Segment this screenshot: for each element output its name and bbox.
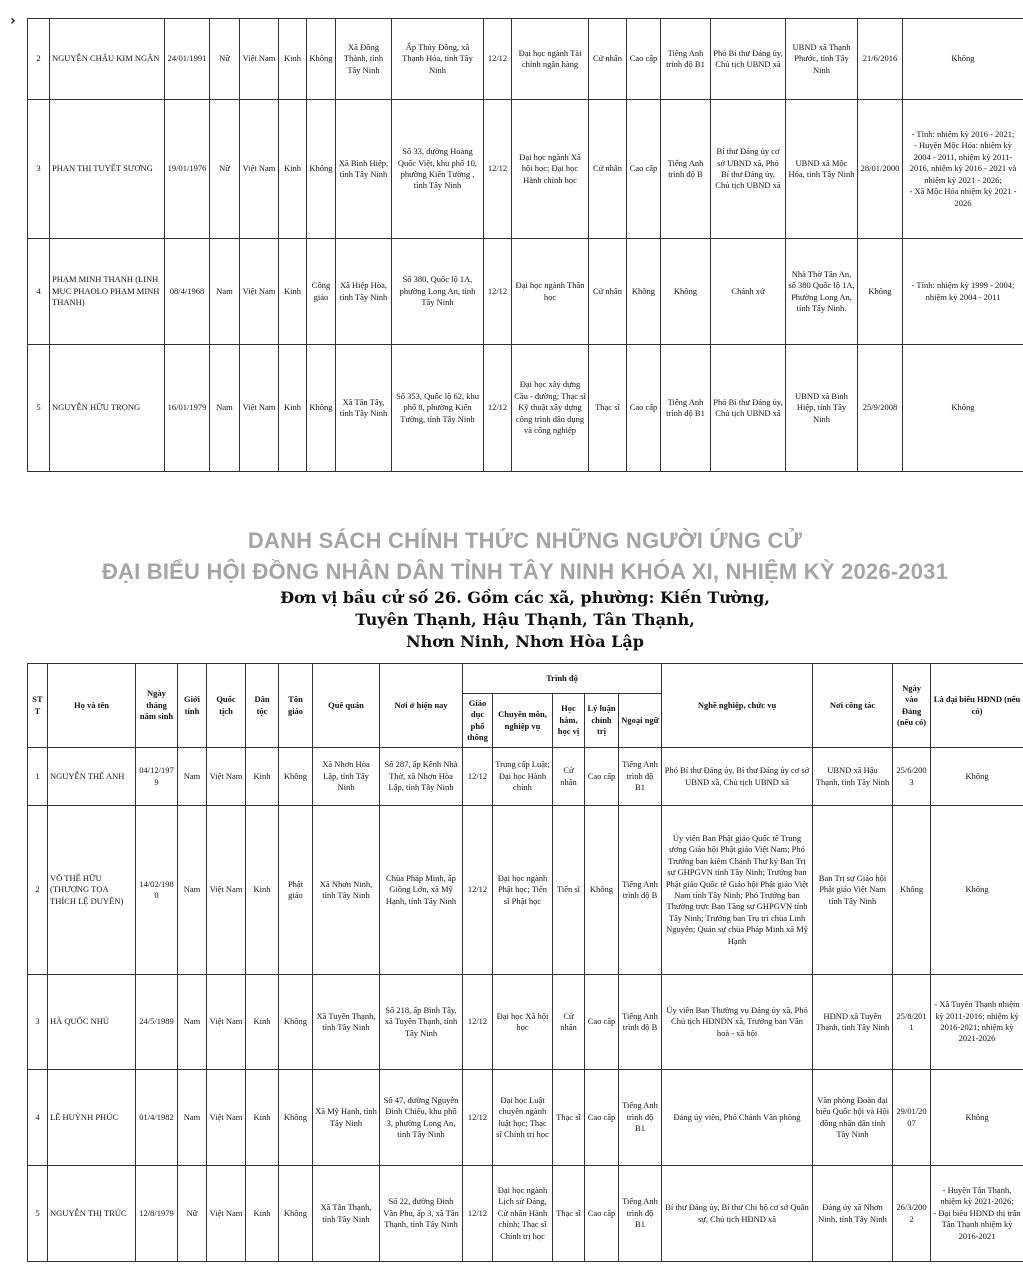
cell-language: Tiếng Anh trình độ B1: [619, 1070, 662, 1166]
header-party-date: Ngày vào Đảng (nếu có): [893, 664, 931, 748]
cell-party-date: 25/8/2011: [893, 975, 931, 1070]
cell-stt: 5: [28, 1166, 48, 1262]
cell-gender: Nữ: [178, 1166, 207, 1262]
table-row: [28, 239, 1023, 345]
cell-workplace: UBND xã Bình Hiệp, tỉnh Tây Ninh: [786, 345, 858, 472]
cell-political: Cao cấp: [585, 1070, 619, 1166]
cell-religion: Không: [307, 19, 336, 100]
cell-party-date: 29/01/2007: [893, 1070, 931, 1166]
cell-specialty: Đại học ngành Thần học: [512, 239, 589, 345]
cell-ethnicity: Kinh: [279, 100, 307, 239]
table-row: [28, 345, 1023, 472]
cell-hometown: Xã Bình Hiệp, tỉnh Tây Ninh: [336, 100, 392, 239]
header-dob: Ngày tháng năm sinh: [136, 664, 178, 748]
cell-hometown: Xã Mỹ Hạnh, tỉnh Tây Ninh: [313, 1070, 380, 1166]
cell-ethnicity: Kinh: [279, 239, 307, 345]
cell-specialty: Đại học Luật chuyên ngành luật học; Thạc sĩ Chính trị học: [493, 1070, 553, 1166]
cell-degree: Cử nhân: [589, 100, 627, 239]
header-political: Lý luận chính trị: [585, 694, 619, 748]
header-delegate: Là đại biểu HĐND (nếu có): [931, 664, 1023, 748]
cell-position: Phó Bí thư Đảng ủy, Chủ tịch UBND xã: [711, 345, 786, 472]
cell-political: Cao cấp: [585, 1166, 619, 1262]
cell-political: Không: [627, 239, 661, 345]
header-general-edu: Giáo dục phổ thông: [463, 694, 493, 748]
cell-political: Cao cấp: [627, 345, 661, 472]
cell-religion: Không: [279, 748, 313, 806]
cell-language: Tiếng Anh trình độ B: [661, 100, 711, 239]
cell-name: NGUYỄN THẾ ANH: [48, 748, 136, 806]
cell-gender: Nam: [178, 748, 207, 806]
cell-ethnicity: Kinh: [246, 1070, 279, 1166]
cell-political: Không: [585, 806, 619, 975]
cell-religion: Phật giáo: [279, 806, 313, 975]
cell-gender: Nam: [210, 345, 240, 472]
candidate-table-unit-26: [27, 663, 1023, 1262]
cell-specialty: Đại học ngành Lịch sử Đảng, Cử nhân Hành chính; Thạc sĩ Chính trị học: [493, 1166, 553, 1262]
cell-degree: Cử nhân: [589, 19, 627, 100]
cell-position: Chánh xứ: [711, 239, 786, 345]
cell-nationality: Việt Nam: [207, 1070, 246, 1166]
cell-dob: 24/01/1991: [165, 19, 210, 100]
cell-residence: Số 47, đường Nguyễn Đình Chiểu, khu phố 3, phường Long An, tỉnh Tây Ninh: [380, 1070, 463, 1166]
cell-gender: Nữ: [210, 100, 240, 239]
cell-residence: Chùa Pháp Minh, ấp Giồng Lớn, xã Mỹ Hạnh, tỉnh Tây Ninh: [380, 806, 463, 975]
table-row: [28, 19, 1023, 100]
cell-delegate: Không: [931, 1070, 1023, 1166]
cell-stt: 4: [28, 1070, 48, 1166]
cell-name: VÕ THẾ HỮU (THƯỢNG TỌA THÍCH LỆ DUYÊN): [48, 806, 136, 975]
header-residence: Nơi ở hiện nay: [380, 664, 463, 748]
cell-dob: 14/02/1980: [136, 806, 178, 975]
document-title-line1: DANH SÁCH CHÍNH THỨC NHỮNG NGƯỜI ỨNG CỬ: [247, 528, 803, 553]
cell-position: Ủy viên Ban Thường vụ Đảng ủy xã, Phó Chủ tịch HĐNDN xã, Trưởng ban Văn hoá - xã hội: [662, 975, 813, 1070]
cell-degree: Cử nhân: [553, 748, 585, 806]
table-row: [28, 1070, 1023, 1166]
cell-position: Phó Bí thư Đảng ủy, Bí thư Đảng ủy cơ sở UBND xã, Chủ tịch UBND xã: [662, 748, 813, 806]
cell-language: Tiếng Anh trình độ B1: [661, 19, 711, 100]
cell-hometown: Xã Hiệp Hòa, tỉnh Tây Ninh: [336, 239, 392, 345]
cell-nationality: Việt Nam: [207, 748, 246, 806]
cell-party-date: 25/9/2008: [858, 345, 903, 472]
cell-political: Cao cấp: [627, 100, 661, 239]
cell-nationality: Việt Nam: [240, 239, 279, 345]
cell-degree: Thạc sĩ: [553, 1070, 585, 1166]
cell-general-edu: 12/12: [463, 1070, 493, 1166]
cell-residence: Số 22, đường Đinh Văn Phu, ấp 3, xã Tân Thạnh, tỉnh Tây Ninh: [380, 1166, 463, 1262]
cell-specialty: Đại học Xã hội học: [493, 975, 553, 1070]
cell-stt: 1: [28, 748, 48, 806]
cell-name: HÀ QUỐC NHỦ: [48, 975, 136, 1070]
cell-name: NGUYỄN HỮU TRỌNG: [50, 345, 165, 472]
cell-delegate: Không: [931, 806, 1023, 975]
cell-residence: Ấp Thủy Đông, xã Thạnh Hóa, tỉnh Tây Ninh: [392, 19, 484, 100]
cell-hometown: Xã Đông Thành, tỉnh Tây Ninh: [336, 19, 392, 100]
cell-position: Bí thư Đảng ủy cơ sở UBND xã, Phó Bí thư Đảng ủy, Chủ tịch UBND xã: [711, 100, 786, 239]
header-degree: Học hàm, học vị: [553, 694, 585, 748]
cell-party-date: 25/6/2003: [893, 748, 931, 806]
cell-specialty: Đại học ngành Phật học; Tiến sĩ Phật học: [493, 806, 553, 975]
cell-general-edu: 12/12: [484, 19, 512, 100]
cell-nationality: Việt Nam: [207, 975, 246, 1070]
cell-delegate: Không: [931, 748, 1023, 806]
cell-stt: 5: [28, 345, 50, 472]
cell-name: NGUYỄN THỊ TRÚC: [48, 1166, 136, 1262]
cell-name: NGUYỄN CHÂU KIM NGÂN: [50, 19, 165, 100]
cell-hometown: Xã Nhơn Hòa Lập, tỉnh Tây Ninh: [313, 748, 380, 806]
cell-ethnicity: Kinh: [246, 975, 279, 1070]
cell-religion: Không: [279, 975, 313, 1070]
electoral-unit-line3: Nhơn Ninh, Nhơn Hòa Lập: [406, 632, 644, 651]
cell-nationality: Việt Nam: [240, 345, 279, 472]
document-title-line2: ĐẠI BIỂU HỘI ĐỒNG NHÂN DÂN TỈNH TÂY NINH KHÓA XI, NHIỆM KỲ 2026-2031: [101, 559, 949, 584]
cell-delegate: Không: [903, 19, 1023, 100]
cell-ethnicity: Kinh: [246, 748, 279, 806]
cell-delegate: - Huyện Tân Thạnh, nhiệm kỳ 2021-2026; - Đại biểu HĐND thị trấn Tân Thạnh nhiệm kỳ 2016-2021: [931, 1166, 1023, 1262]
cell-residence: Số 380, Quốc lộ 1A, phường Long An, tỉnh Tây Ninh: [392, 239, 484, 345]
header-ethnicity: Dân tộc: [246, 664, 279, 748]
cell-gender: Nam: [178, 1070, 207, 1166]
cell-hometown: Xã Tân Tây, tỉnh Tây Ninh: [336, 345, 392, 472]
cell-workplace: Đảng ủy xã Nhơn Ninh, tỉnh Tây Ninh: [813, 1166, 893, 1262]
table-row: [28, 975, 1023, 1070]
cell-party-date: Không: [858, 239, 903, 345]
cell-dob: 16/01/1979: [165, 345, 210, 472]
header-workplace: Nơi công tác: [813, 664, 893, 748]
cell-degree: Cử nhân: [589, 239, 627, 345]
cell-party-date: 28/01/2000: [858, 100, 903, 239]
cell-hometown: Xã Tuyên Thạnh, tỉnh Tây Ninh: [313, 975, 380, 1070]
cell-stt: 3: [28, 975, 48, 1070]
header-education: Trình độ: [463, 664, 662, 694]
cell-stt: 2: [28, 19, 50, 100]
cell-name: PHẠM MINH THANH (LINH MỤC PHAOLO PHẠM MINH THANH): [50, 239, 165, 345]
cell-degree: Thạc sĩ: [589, 345, 627, 472]
cell-nationality: Việt Nam: [207, 806, 246, 975]
cell-position: Bí thư Đảng ủy, Bí thư Chi bộ cơ sở Quân sự, Chủ tịch HĐND xã: [662, 1166, 813, 1262]
cell-stt: 2: [28, 806, 48, 975]
cell-party-date: 26/3/2002: [893, 1166, 931, 1262]
cell-workplace: Văn phòng Đoàn đại biểu Quốc hội và Hội đồng nhân dân tỉnh Tây Ninh: [813, 1070, 893, 1166]
table-row: [28, 1166, 1023, 1262]
cell-position: Đảng ủy viên, Phó Chánh Văn phòng: [662, 1070, 813, 1166]
cell-ethnicity: Kinh: [279, 345, 307, 472]
cell-general-edu: 12/12: [484, 100, 512, 239]
cell-general-edu: 12/12: [463, 806, 493, 975]
cell-language: Không: [661, 239, 711, 345]
cell-general-edu: 12/12: [463, 748, 493, 806]
cell-general-edu: 12/12: [463, 1166, 493, 1262]
header-religion: Tôn giáo: [279, 664, 313, 748]
cell-dob: 08/4/1968: [165, 239, 210, 345]
cell-specialty: Trung cấp Luật; Đại học Hành chính: [493, 748, 553, 806]
cell-degree: Tiến sĩ: [553, 806, 585, 975]
cell-dob: 12/8/1979: [136, 1166, 178, 1262]
header-language: Ngoại ngữ: [619, 694, 662, 748]
cell-residence: Số 218, ấp Bình Tây, xã Tuyên Thạnh, tỉnh Tây Ninh: [380, 975, 463, 1070]
header-name: Họ và tên: [48, 664, 136, 748]
cell-workplace: Nhà Thờ Tân An, số 380 Quốc lộ 1A, Phường Long An, tỉnh Tây Ninh.: [786, 239, 858, 345]
cell-language: Tiếng Anh trình độ B1: [619, 748, 662, 806]
chevron-right-icon[interactable]: ›: [10, 13, 16, 29]
header-gender: Giới tính: [178, 664, 207, 748]
cell-specialty: Đại học xây dựng Cầu - đường; Thạc sĩ Kỹ thuật xây dựng công trình dân dụng và công nghiệp: [512, 345, 589, 472]
cell-delegate: - Xã Tuyên Thạnh nhiệm kỳ 2011-2016; nhiệm kỳ 2016-2021; nhiệm kỳ 2021-2026: [931, 975, 1023, 1070]
table-row: [28, 806, 1023, 975]
cell-party-date: Không: [893, 806, 931, 975]
cell-position: Ủy viên Ban Phật giáo Quốc tế Trung ương Giáo hội Phật giáo Việt Nam; Phó Trưởng ban kiêm Chánh Thư ký Ban Trị sự GHPGVN tỉnh Tây Ninh; Trưởng ban Phật giáo Quốc tế Giáo hội Phật giáo Việt Nam tỉnh Tây Ninh; Phó Trưởng ban Thường trực Ban Tăng sự GHPGVN tỉnh Tây Ninh; Trưởng ban Trụ trì chùa Linh Nguyên; Quản sự chùa Pháp Minh xã Mỹ Hạnh: [662, 806, 813, 975]
cell-specialty: Đại học ngành Xã hội học; Đại học Hành chính học: [512, 100, 589, 239]
cell-nationality: Việt Nam: [240, 19, 279, 100]
cell-political: Cao cấp: [585, 975, 619, 1070]
cell-religion: Công giáo: [307, 239, 336, 345]
table-row: [28, 100, 1023, 239]
cell-nationality: Việt Nam: [240, 100, 279, 239]
cell-dob: 19/01/1976: [165, 100, 210, 239]
cell-workplace: UBND xã Thạnh Phước, tỉnh Tây Ninh: [786, 19, 858, 100]
cell-workplace: Ban Trị sự Giáo hội Phật giáo Việt Nam tỉnh Tây Ninh: [813, 806, 893, 975]
table-header: [28, 664, 1023, 748]
cell-gender: Nam: [178, 975, 207, 1070]
cell-language: Tiếng Anh trình độ B: [619, 975, 662, 1070]
cell-degree: Cử nhân: [553, 975, 585, 1070]
cell-party-date: 21/6/2016: [858, 19, 903, 100]
cell-residence: Số 287, ấp Kênh Nhà Thờ, xã Nhơn Hòa Lập, tỉnh Tây Ninh: [380, 748, 463, 806]
cell-religion: Không: [279, 1166, 313, 1262]
header-hometown: Quê quán: [313, 664, 380, 748]
cell-general-edu: 12/12: [484, 345, 512, 472]
electoral-unit-line2: Tuyên Thạnh, Hậu Thạnh, Tân Thạnh,: [355, 610, 695, 629]
cell-gender: Nam: [210, 239, 240, 345]
cell-political: Cao cấp: [627, 19, 661, 100]
cell-workplace: UBND xã Mộc Hóa, tỉnh Tây Ninh: [786, 100, 858, 239]
cell-general-edu: 12/12: [484, 239, 512, 345]
cell-stt: 3: [28, 100, 50, 239]
header-specialty: Chuyên môn, nghiệp vụ: [493, 694, 553, 748]
cell-stt: 4: [28, 239, 50, 345]
document-title-block: [0, 525, 1023, 653]
cell-religion: Không: [279, 1070, 313, 1166]
cell-delegate: Không: [903, 345, 1023, 472]
header-stt: STT: [28, 664, 48, 748]
cell-residence: Số 353, Quốc lộ 62, khu phố 8, phường Kiến Tường, tỉnh Tây Ninh: [392, 345, 484, 472]
cell-name: LÊ HUỲNH PHÚC: [48, 1070, 136, 1166]
cell-name: PHAN THỊ TUYẾT SƯƠNG: [50, 100, 165, 239]
cell-workplace: HĐND xã Tuyên Thạnh, tỉnh Tây Ninh: [813, 975, 893, 1070]
header-position: Nghề nghiệp, chức vụ: [662, 664, 813, 748]
cell-language: Tiếng Anh trình độ B1: [661, 345, 711, 472]
cell-delegate: - Tỉnh: nhiệm kỳ 2016 - 2021; - Huyện Mộc Hóa: nhiệm kỳ 2004 - 2011, nhiệm kỳ 2011-2016, nhiệm kỳ 2016 - 2021 và nhiệm kỳ 2021 - 2026; - Xã Mộc Hóa nhiệm kỳ 2021 - 2026: [903, 100, 1023, 239]
table-row: [28, 748, 1023, 806]
cell-residence: Số 33, đường Hoàng Quốc Việt, khu phố 10, phường Kiến Tường , tỉnh Tây Ninh: [392, 100, 484, 239]
cell-ethnicity: Kinh: [246, 1166, 279, 1262]
header-nationality: Quốc tịch: [207, 664, 246, 748]
cell-specialty: Đại học ngành Tài chính ngân hàng: [512, 19, 589, 100]
cell-political: Cao cấp: [585, 748, 619, 806]
cell-dob: 04/12/1979: [136, 748, 178, 806]
cell-religion: Không: [307, 345, 336, 472]
electoral-unit-line1: Đơn vị bầu cử số 26. Gồm các xã, phường: Kiến Tường,: [280, 588, 770, 607]
cell-ethnicity: Kinh: [279, 19, 307, 100]
cell-delegate: - Tỉnh: nhiệm kỳ 1999 - 2004; nhiệm kỳ 2004 - 2011: [903, 239, 1023, 345]
cell-hometown: Xã Tân Thạnh, tỉnh Tây Ninh: [313, 1166, 380, 1262]
cell-general-edu: 12/12: [463, 975, 493, 1070]
cell-dob: 01/4/1982: [136, 1070, 178, 1166]
cell-gender: Nam: [178, 806, 207, 975]
candidate-table-continued: [27, 18, 1023, 472]
cell-hometown: Xã Nhơn Ninh, tỉnh Tây Ninh: [313, 806, 380, 975]
cell-workplace: UBND xã Hậu Thạnh, tỉnh Tây Ninh: [813, 748, 893, 806]
cell-dob: 24/5/1989: [136, 975, 178, 1070]
cell-ethnicity: Kinh: [246, 806, 279, 975]
cell-degree: Thạc sĩ: [553, 1166, 585, 1262]
cell-language: Tiếng Anh trình độ B1: [619, 1166, 662, 1262]
cell-religion: Không: [307, 100, 336, 239]
cell-position: Phó Bí thư Đảng ủy, Chủ tịch UBND xã: [711, 19, 786, 100]
cell-nationality: Việt Nam: [207, 1166, 246, 1262]
cell-language: Tiếng Anh trình độ B: [619, 806, 662, 975]
cell-gender: Nữ: [210, 19, 240, 100]
